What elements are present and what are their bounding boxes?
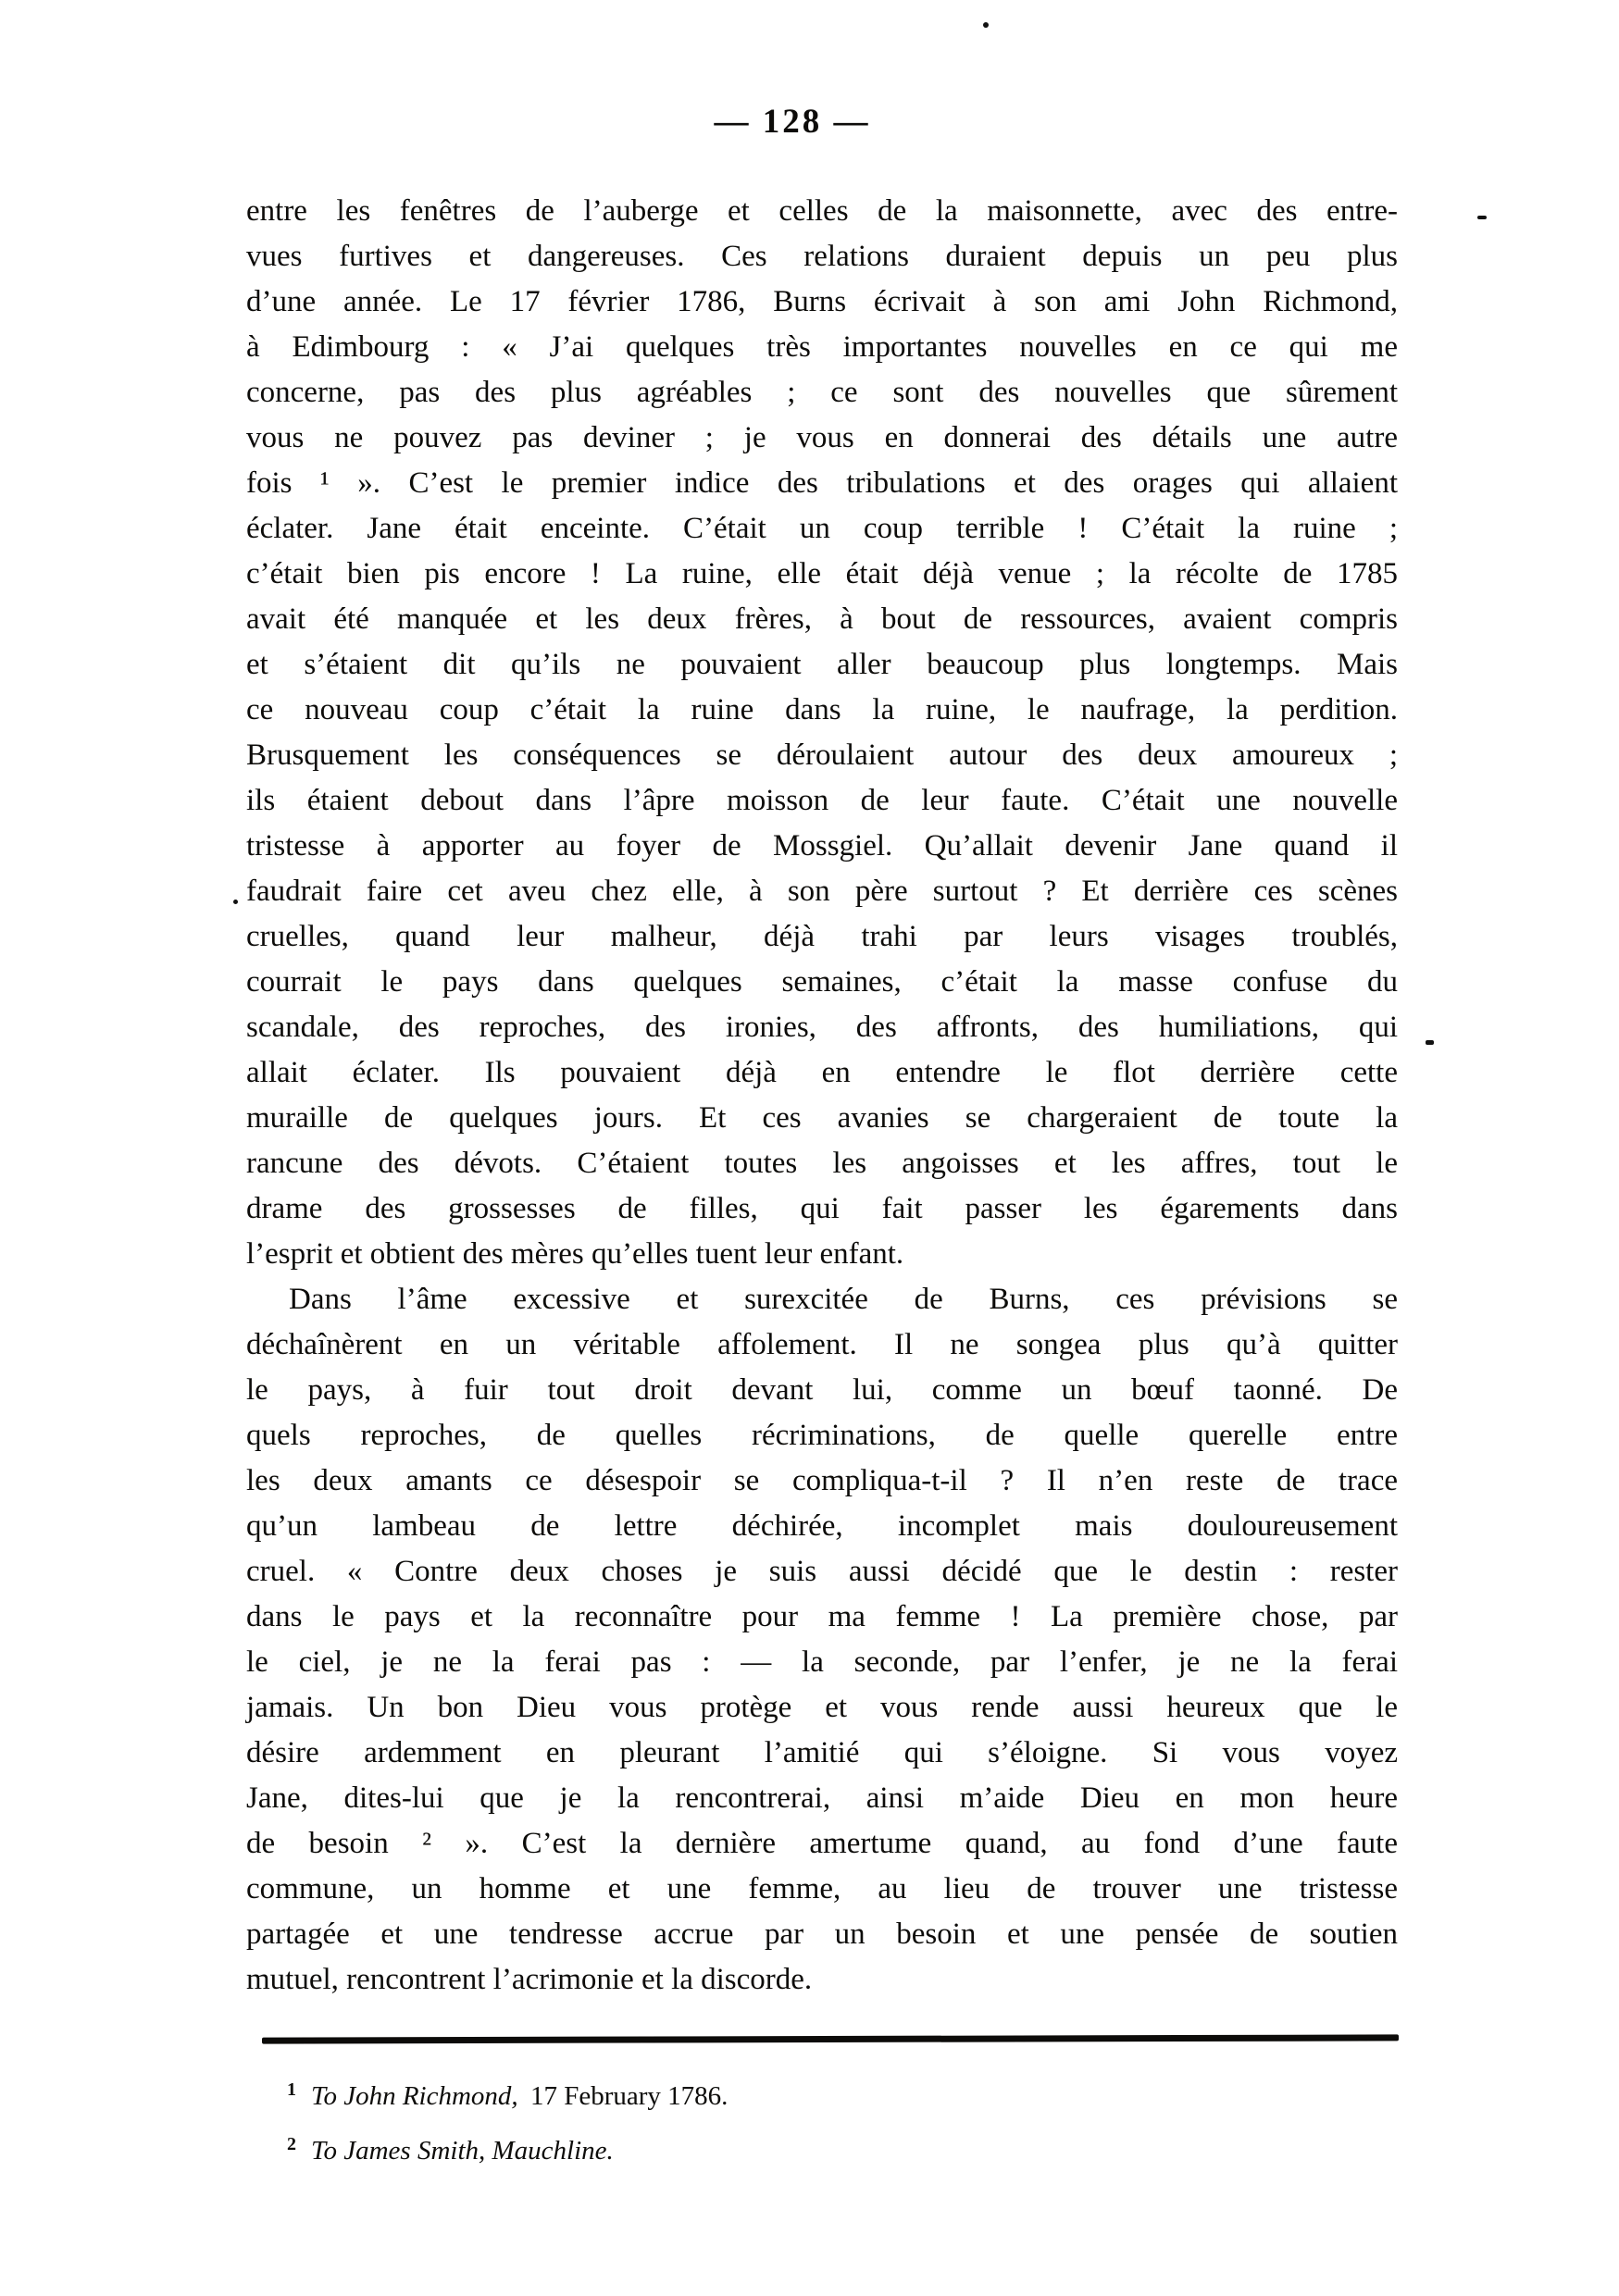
text-line: scandale, des reproches, des ironies, des affronts, des humiliations, qui [246,1011,1398,1044]
scan-speck [1426,1040,1434,1045]
text-line: fois ¹ ». C’est le premier indice des tribulations et des orages qui allaient [246,466,1398,500]
text-line: déchaînèrent en un véritable affolement. Il ne songea plus qu’à quitter [246,1328,1398,1361]
text-line: avait été manquée et les deux frères, à bout de ressources, avaient compris [246,602,1398,636]
text-line: ce nouveau coup c’était la ruine dans la ruine, le naufrage, la perdition. [246,693,1398,726]
text-line: ils étaient debout dans l’âpre moisson de leur faute. C’était une nouvelle [246,784,1398,817]
text-line: Dans l’âme excessive et surexcitée de Burns, ces prévisions se [289,1283,1398,1316]
text-line: Brusquement les conséquences se déroulaient autour des deux amoureux ; [246,738,1398,772]
footnote-2-marker: 2 [287,2134,296,2154]
text-line: tristesse à apporter au foyer de Mossgiel. Qu’allait devenir Jane quand il [246,829,1398,863]
text-line: concerne, pas des plus agréables ; ce sont des nouvelles que sûrement [246,376,1398,409]
text-line: vues furtives et dangereuses. Ces relations duraient depuis un peu plus [246,240,1398,273]
text-line: le pays, à fuir tout droit devant lui, comme un bœuf taonné. De [246,1373,1398,1407]
text-line: dans le pays et la reconnaître pour ma femme ! La première chose, par [246,1600,1398,1633]
footnote-1-reference: To John Richmond, [311,2081,518,2111]
text-line: entre les fenêtres de l’auberge et celles de la maisonnette, avec des entre- [246,194,1398,228]
paragraph-1 [246,189,1398,1277]
footnote-separator-rule [262,2034,1399,2043]
scan-speck [1477,216,1487,219]
text-line: cruel. « Contre deux choses je suis aussi décidé que le destin : rester [246,1555,1398,1588]
body-text [246,189,1398,2003]
text-line: c’était bien pis encore ! La ruine, elle était déjà venue ; la récolte de 1785 [246,557,1398,590]
footnote-2-reference: To James Smith, Mauchline. [311,2136,614,2166]
text-line: désire ardemment en pleurant l’amitié qui s’éloigne. Si vous voyez [246,1736,1398,1769]
text-line: d’une année. Le 17 février 1786, Burns écrivait à son ami John Richmond, [246,285,1398,318]
text-line: et s’étaient dit qu’ils ne pouvaient aller beaucoup plus longtemps. Mais [246,648,1398,681]
text-line: qu’un lambeau de lettre déchirée, incomplet mais douloureusement [246,1509,1398,1543]
text-line: l’esprit et obtient des mères qu’elles tuent leur enfant. [246,1237,904,1271]
text-line: le ciel, je ne la ferai pas : — la seconde, par l’enfer, je ne la ferai [246,1645,1398,1679]
text-line: Jane, dites-lui que je la rencontrerai, ainsi m’aide Dieu en mon heure [246,1781,1398,1815]
page-number: — 128 — [714,103,871,141]
text-line: mutuel, rencontrent l’acrimonie et la discorde. [246,1963,813,1996]
text-line: commune, un homme et une femme, au lieu de trouver une tristesse [246,1872,1398,1905]
text-line: faudrait faire cet aveu chez elle, à son père surtout ? Et derrière ces scènes [246,875,1398,908]
text-line: drame des grossesses de filles, qui fait passer les égarements dans [246,1192,1398,1225]
text-line: quels reproches, de quelles récriminations, de quelle querelle entre [246,1419,1398,1452]
text-line: éclater. Jane était enceinte. C’était un coup terrible ! C’était la ruine ; [246,512,1398,545]
footnote-2 [287,2120,1398,2175]
scan-speck [983,22,989,28]
text-line: à Edimbourg : « J’ai quelques très importantes nouvelles en ce qui me [246,330,1398,364]
footnote-1-detail: 17 February 1786. [529,2081,729,2111]
text-line: rancune des dévots. C’étaient toutes les angoisses et les affres, tout le [246,1147,1398,1180]
text-line: de besoin ² ». C’est la dernière amertume quand, au fond d’une faute [246,1827,1398,1860]
text-line: les deux amants ce désespoir se compliqua-t-il ? Il n’en reste de trace [246,1464,1398,1497]
footnote-1-marker: 1 [287,2079,296,2100]
text-line: muraille de quelques jours. Et ces avanies se chargeraient de toute la [246,1101,1398,1135]
footnote-1 [287,2066,1398,2120]
text-line: cruelles, quand leur malheur, déjà trahi par leurs visages troublés, [246,920,1398,953]
scan-speck [233,900,238,904]
text-line: courrait le pays dans quelques semaines, c’était la masse confuse du [246,965,1398,999]
text-line: partagée et une tendresse accrue par un besoin et une pensée de soutien [246,1917,1398,1951]
footnotes [287,2066,1398,2175]
text-line: allait éclater. Ils pouvaient déjà en entendre le flot derrière cette [246,1056,1398,1089]
text-line: vous ne pouvez pas deviner ; je vous en donnerai des détails une autre [246,421,1398,454]
paragraph-2 [246,1277,1398,2003]
text-line: jamais. Un bon Dieu vous protège et vous rende aussi heureux que le [246,1691,1398,1724]
